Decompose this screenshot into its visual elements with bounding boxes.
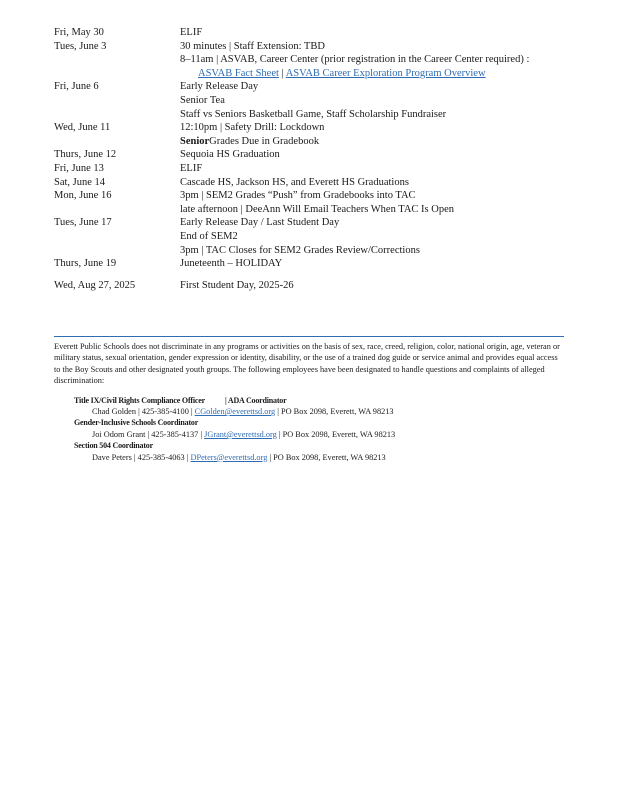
resource-link[interactable]: ASVAB Career Exploration Program Overview bbox=[285, 67, 486, 79]
contact-email-link[interactable]: CGolden@everettsd.org bbox=[194, 407, 276, 417]
schedule-row bbox=[54, 80, 574, 121]
schedule-row bbox=[54, 189, 574, 216]
event-line bbox=[180, 108, 574, 122]
contact-email-link[interactable]: DPeters@everettsd.org bbox=[190, 452, 268, 462]
contact-sep: | bbox=[145, 429, 152, 439]
contact-sep: | bbox=[267, 452, 274, 462]
schedule-row bbox=[54, 257, 574, 271]
contact-person bbox=[54, 429, 564, 440]
event-line bbox=[180, 53, 574, 67]
event-date: Wed, Aug 27, 2025 bbox=[54, 279, 136, 291]
event-text: Sequoia HS Graduation bbox=[180, 149, 280, 161]
schedule-row bbox=[54, 216, 574, 257]
event-text: ELIF bbox=[180, 27, 203, 38]
event-date: Fri, June 6 bbox=[54, 81, 99, 93]
event-line bbox=[180, 230, 574, 244]
contact-person bbox=[54, 452, 564, 463]
role-title: Title IX/Civil Rights Compliance Officer bbox=[74, 395, 205, 405]
contact-phone: 425-385-4063 bbox=[137, 452, 185, 462]
event-text: 12:10pm | Safety Drill: Lockdown bbox=[180, 122, 325, 134]
schedule-row bbox=[54, 162, 574, 176]
event-lines bbox=[180, 121, 574, 148]
event-date: Thurs, June 19 bbox=[54, 258, 117, 270]
event-line bbox=[180, 148, 574, 162]
event-text: 3pm | TAC Closes for SEM2 Grades Review/Corrections bbox=[180, 244, 420, 256]
event-text: Cascade HS, Jackson HS, and Everett HS Graduations bbox=[180, 176, 409, 188]
schedule-row bbox=[54, 40, 574, 81]
contact-sep: | bbox=[184, 452, 191, 462]
event-lines bbox=[180, 148, 574, 162]
event-text: Early Release Day bbox=[180, 81, 259, 93]
event-line bbox=[180, 94, 574, 108]
contact-phone: 425-385-4137 bbox=[151, 429, 199, 439]
contact-sep: | bbox=[131, 452, 138, 462]
contact-address: PO Box 2098, Everett, WA 98213 bbox=[281, 407, 394, 417]
role-title-secondary: | ADA Coordinator bbox=[224, 395, 287, 405]
event-text: Early Release Day / Last Student Day bbox=[180, 217, 340, 229]
event-text: Grades Due in Gradebook bbox=[209, 135, 320, 147]
notice-text: Everett Public Schools does not discriminate in any programs or activities on the basis of sex, race, creed, religion, color, national origin, age, veteran or military status, sexual orientation, gender expression or identity, disability, or the use of a trained dog guide or service animal and provides equal access to the Boy Scouts and other designated youth groups. The following employees have been designated to handle questions and complaints of alleged discrimination: bbox=[54, 342, 560, 386]
resource-link[interactable]: ASVAB Fact Sheet bbox=[198, 67, 279, 79]
contact-sep: | bbox=[275, 407, 281, 417]
schedule-row bbox=[54, 176, 574, 190]
event-date: Tues, June 17 bbox=[54, 217, 112, 229]
event-text: Senior Tea bbox=[180, 94, 225, 106]
contact-sep: | bbox=[188, 407, 195, 417]
contact-name: Joi Odom Grant bbox=[92, 429, 146, 439]
event-line bbox=[180, 26, 574, 40]
event-line bbox=[180, 162, 574, 176]
event-text: Juneteenth – HOLIDAY bbox=[180, 258, 283, 270]
schedule-list bbox=[54, 26, 574, 292]
event-lines bbox=[180, 257, 574, 271]
event-lines bbox=[180, 80, 574, 121]
contact-person bbox=[54, 406, 564, 417]
event-text: End of SEM2 bbox=[180, 230, 238, 242]
event-line bbox=[180, 257, 574, 271]
contact-role bbox=[54, 417, 564, 428]
nondiscrimination-notice bbox=[54, 341, 564, 463]
event-lines bbox=[180, 40, 574, 81]
event-line bbox=[180, 216, 574, 230]
blue-divider bbox=[54, 336, 564, 337]
contact-name: Chad Golden bbox=[92, 407, 137, 417]
event-text: late afternoon | DeeAnn Will Email Teachers When TAC Is Open bbox=[180, 203, 454, 215]
contact-phone: 425-385-4100 bbox=[141, 407, 189, 417]
event-text: Staff vs Seniors Basketball Game, Staff Scholarship Fundraiser bbox=[180, 108, 447, 120]
event-line bbox=[180, 244, 574, 258]
event-text: 30 minutes | Staff Extension: TBD bbox=[180, 40, 325, 52]
event-line bbox=[180, 121, 574, 135]
event-date: Thurs, June 12 bbox=[54, 149, 117, 161]
event-links bbox=[180, 67, 574, 81]
event-date: Fri, May 30 bbox=[54, 27, 104, 38]
schedule-row bbox=[54, 279, 574, 293]
contacts bbox=[54, 395, 564, 463]
event-date: Tues, June 3 bbox=[54, 40, 107, 52]
event-lines bbox=[180, 26, 574, 40]
schedule-row bbox=[54, 26, 574, 40]
event-line bbox=[180, 80, 574, 94]
contact-role bbox=[54, 395, 564, 406]
contact-sep: | bbox=[136, 407, 142, 417]
event-line bbox=[180, 135, 574, 149]
contact-sep: | bbox=[198, 429, 205, 439]
schedule-row bbox=[54, 121, 574, 148]
event-line bbox=[180, 176, 574, 190]
schedule-row bbox=[54, 148, 574, 162]
contact-address: PO Box 2098, Everett, WA 98213 bbox=[273, 452, 386, 462]
role-title: Section 504 Coordinator bbox=[74, 441, 153, 451]
event-text: 8–11am | ASVAB, Career Center (prior registration in the Career Center required) : bbox=[180, 54, 530, 66]
event-line bbox=[180, 189, 574, 203]
role-title: Gender-Inclusive Schools Coordinator bbox=[74, 418, 199, 428]
event-line bbox=[180, 203, 574, 217]
event-text: ELIF bbox=[180, 162, 203, 174]
contact-address: PO Box 2098, Everett, WA 98213 bbox=[282, 429, 396, 439]
event-lines bbox=[180, 176, 574, 190]
row-gap bbox=[54, 271, 574, 279]
event-lines bbox=[180, 216, 574, 257]
link-separator: | bbox=[278, 67, 286, 79]
contact-sep: | bbox=[276, 429, 283, 439]
event-lines bbox=[180, 279, 574, 293]
contact-email-link[interactable]: JGrant@everettsd.org bbox=[204, 429, 277, 439]
event-text: First Student Day, 2025-26 bbox=[180, 279, 294, 291]
event-line bbox=[180, 279, 574, 293]
event-date: Wed, June 11 bbox=[54, 122, 111, 134]
event-lines bbox=[180, 189, 574, 216]
event-bold-prefix: Senior bbox=[180, 135, 210, 147]
contact-role bbox=[54, 440, 564, 451]
event-date: Mon, June 16 bbox=[54, 190, 112, 202]
event-text: 3pm | SEM2 Grades “Push” from Gradebooks into TAC bbox=[180, 190, 416, 202]
event-lines bbox=[180, 162, 574, 176]
event-line bbox=[180, 40, 574, 54]
event-date: Sat, June 14 bbox=[54, 176, 106, 188]
contact-name: Dave Peters bbox=[92, 452, 132, 462]
event-date: Fri, June 13 bbox=[54, 162, 104, 174]
